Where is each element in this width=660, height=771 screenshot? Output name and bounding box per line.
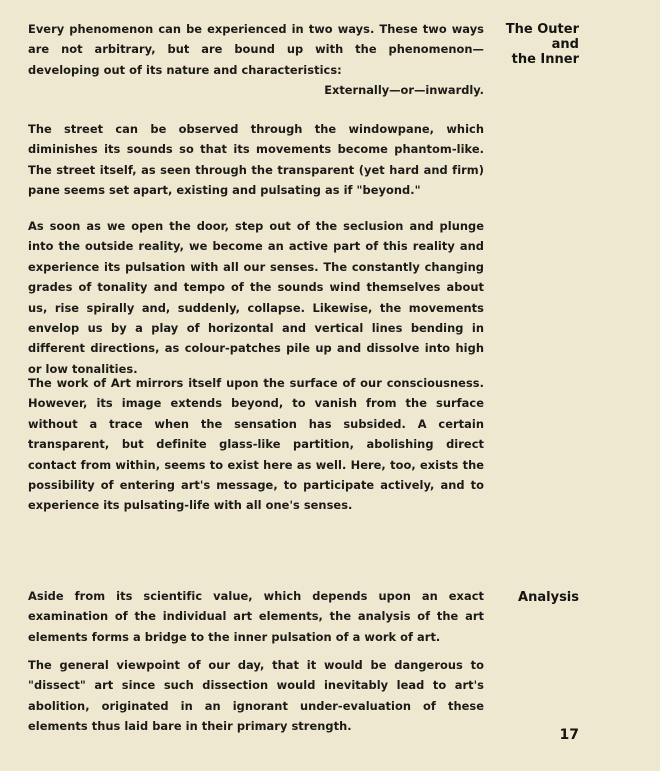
heading-line: The Outer [505,22,579,37]
paragraph: The street can be observed through the windowpane, which diminishes its sounds so that its movements become phantom-like. The street itself, as seen through the transparent (yet hard and firm) pane seems set apart, existing and pulsating as if "beyond." [28,122,484,198]
paragraph: As soon as we open the door, step out of the seclusion and plunge into the outside reality, we become an active part of this reality and experience its pulsation with all our senses. The constantly changing grades of tonality and tempo of the sounds wind themselves about us, rise spirally and, suddenly, collapse. Likewise, the movements envelop us by a play of horizontal and vertical lines bending in different directions, as colour-patches pile up and dissolve into high or low tonalities. [28,219,484,376]
paragraph: Every phenomenon can be experienced in two ways. These two ways are not arbitrary, but are bound up with the phenomenon—developing out of its nature and characteristics: [28,22,484,77]
heading-line: Analysis [518,590,579,605]
emphasis-line: Externally—or—inwardly. [324,83,484,98]
page-number: 17 [559,727,579,743]
heading-line: the Inner [511,52,579,67]
heading-line: and [551,37,579,52]
intro-block [28,19,484,101]
section-heading-analysis [480,590,579,605]
paragraph: The general viewpoint of our day, that it would be dangerous to "dissect" art since such dissection would inevitably lead to art's abolition, originated in an ignorant under-evaluation of these elements thus laid bare in their primary strength. [28,658,484,734]
section-heading-outer-inner [480,22,579,67]
paragraph: The work of Art mirrors itself upon the surface of our consciousness. However, its image extends beyond, to vanish from the surface without a trace when the sensation has subsided. A certain transparent, but definite glass-like partition, abolishing direct contact from within, seems to exist here as well. Here, too, exists the possibility of entering art's message, to participate actively, and to experience its pulsating-life with all one's senses. [28,376,484,513]
paragraph: Aside from its scientific value, which depends upon an exact examination of the individual art elements, the analysis of the art elements forms a bridge to the inner pulsation of a work of art. [28,589,484,644]
